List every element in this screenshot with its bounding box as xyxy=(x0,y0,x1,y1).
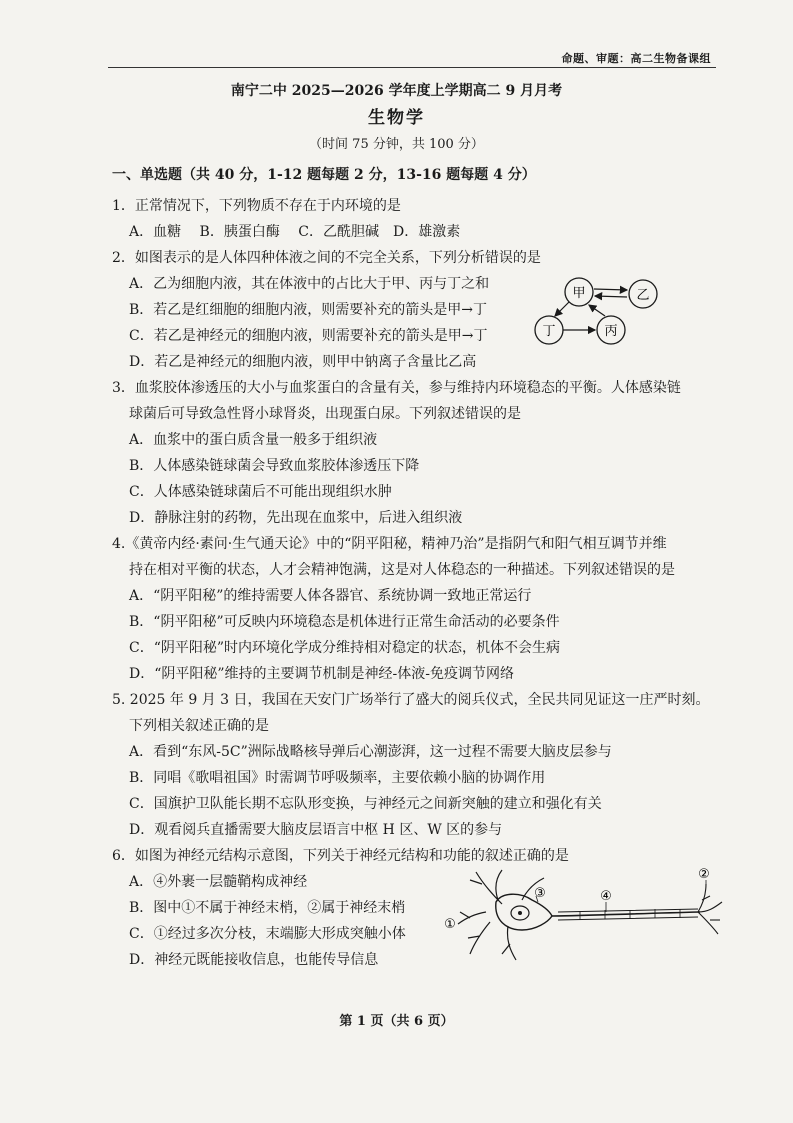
q4-stem-line2: 持在相对平衡的状态，人才会精神饱满，这是对人体稳态的一种描述。下列叙述错误的是 xyxy=(129,562,675,578)
q4-option-c: C．“阴平阳秘”时内环境化学成分维持相对稳定的状态，机体不会生病 xyxy=(129,640,561,656)
q4-option-a: A．“阴平阳秘”的维持需要人体各器官、系统协调一致地正常运行 xyxy=(129,588,532,604)
arrow-bing-jia xyxy=(589,305,605,316)
q2-option-a: A．乙为细胞内液，其在体液中的占比大于甲、丙与丁之和 xyxy=(129,276,490,292)
nucleolus xyxy=(518,911,522,915)
label-bing: 丙 xyxy=(604,324,618,339)
q5-option-a: A．看到“东风-5C”洲际战略核导弹后心潮澎湃，这一过程不需要大脑皮层参与 xyxy=(129,744,612,760)
q3-stem-line2: 球菌后可导致急性肾小球肾炎，出现蛋白尿。下列叙述错误的是 xyxy=(129,406,521,422)
q2-option-b: B．若乙是红细胞的细胞内液，则需要补充的箭头是甲→丁 xyxy=(129,302,488,318)
q5-option-c: C．国旗护卫队能长期不忘队形变换，与神经元之间新突触的建立和强化有关 xyxy=(129,796,602,812)
page-footer: 第 1 页（共 6 页） xyxy=(339,1014,454,1029)
q3-option-d: D．静脉注射的药物，先出现在血浆中，后进入组织液 xyxy=(129,510,463,526)
arrow-jia-yi xyxy=(594,289,627,290)
q3-stem-line1: 3．血浆胶体渗透压的大小与血浆蛋白的含量有关，参与维持内环境稳态的平衡。人体感染链 xyxy=(112,380,681,396)
q5-stem-line2: 下列相关叙述正确的是 xyxy=(129,718,269,734)
q2-option-d: D．若乙是神经元的细胞内液，则甲中钠离子含量比乙高 xyxy=(129,354,477,370)
neuron-diagram xyxy=(440,862,730,974)
label-three: ③ xyxy=(534,886,546,901)
q3-option-c: C．人体感染链球菌后不可能出现组织水肿 xyxy=(129,484,392,500)
q6-stem: 6．如图为神经元结构示意图，下列关于神经元结构和功能的叙述正确的是 xyxy=(112,848,569,864)
label-yi: 乙 xyxy=(636,288,650,303)
axon-terminals xyxy=(698,884,722,934)
q6-option-c: C．①经过多次分枝，末端膨大形成突触小体 xyxy=(129,926,406,942)
q2-stem: 2．如图表示的是人体四种体液之间的不完全关系，下列分析错误的是 xyxy=(112,250,541,266)
axon xyxy=(552,912,700,916)
q5-option-b: B．同唱《歌唱祖国》时需调节呼吸频率，主要依赖小脑的协调作用 xyxy=(129,770,546,786)
q2-option-c: C．若乙是神经元的细胞内液，则需要补充的箭头是甲→丁 xyxy=(129,328,488,344)
exam-title: 南宁二中 2025—2026 学年度上学期高二 9 月月考 xyxy=(230,83,563,99)
q6-option-a: A．④外裹一层髓鞘构成神经 xyxy=(129,874,308,890)
label-two: ② xyxy=(698,867,710,882)
label-one: ① xyxy=(444,917,456,932)
arrow-jia-ding xyxy=(555,302,569,316)
q4-option-b: B．“阴平阳秘”可反映内环境稳态是机体进行正常生命活动的必要条件 xyxy=(129,614,560,630)
dendrites xyxy=(458,870,544,960)
label-jia: 甲 xyxy=(572,286,586,301)
leader-lines xyxy=(536,880,706,912)
q4-option-d: D．“阴平阳秘”维持的主要调节机制是神经-体液-免疫调节网络 xyxy=(129,666,514,682)
body-fluid-diagram xyxy=(525,272,675,352)
q6-option-b: B．图中①不属于神经末梢，②属于神经末梢 xyxy=(129,900,406,916)
q3-option-b: B．人体感染链球菌会导致血浆胶体渗透压下降 xyxy=(129,458,420,474)
q6-option-d: D．神经元既能接收信息，也能传导信息 xyxy=(129,952,379,968)
header-note: 命题、审题：高二生物备课组 xyxy=(561,52,711,65)
q5-option-d: D．观看阅兵直播需要大脑皮层语言中枢 H 区、W 区的参与 xyxy=(129,822,503,838)
q1-stem: 1．正常情况下，下列物质不存在于内环境的是 xyxy=(112,198,401,214)
header-rule xyxy=(108,67,716,68)
q4-stem-line1: 4.《黄帝内经·素问·生气通天论》中的“阴平阳秘，精神乃治”是指阴气和阳气相互调节并维 xyxy=(112,536,667,552)
label-ding: 丁 xyxy=(542,324,556,339)
q1-options: A．血糖 B．胰蛋白酶 C．乙酰胆碱 D．雄激素 xyxy=(129,224,461,240)
q5-stem-line1: 5. 2025 年 9 月 3 日，我国在天安门广场举行了盛大的阅兵仪式，全民共同见证这一庄严时刻。 xyxy=(112,692,710,708)
q3-option-a: A．血浆中的蛋白质含量一般多于组织液 xyxy=(129,432,378,448)
label-four: ④ xyxy=(600,889,612,904)
subject-title: 生物学 xyxy=(368,108,425,128)
section-heading: 一、单选题（共 40 分，1-12 题每题 2 分，13-16 题每题 4 分） xyxy=(112,167,536,183)
time-note: （时间 75 分钟，共 100 分） xyxy=(309,137,484,152)
arrow-yi-jia xyxy=(595,296,627,297)
